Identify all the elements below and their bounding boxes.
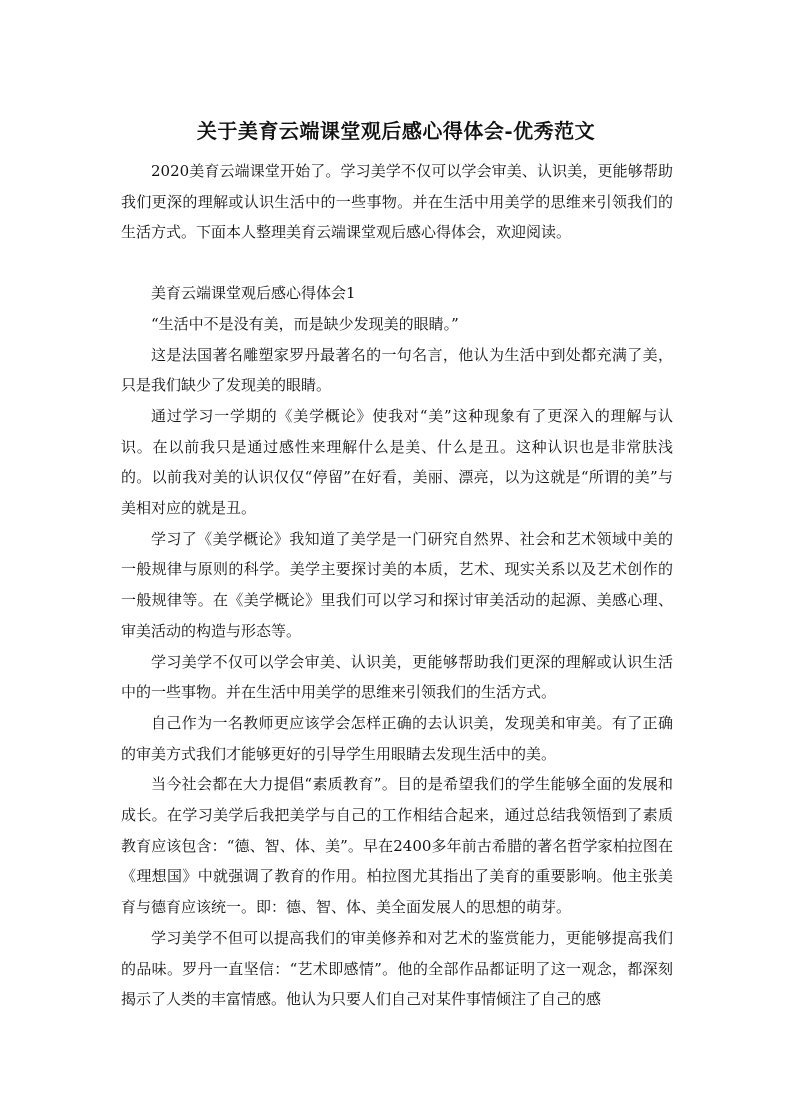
body-paragraph: 学习美学不但可以提高我们的审美修养和对艺术的鉴赏能力，更能够提高我们的品味。罗丹一直坚信：“艺术即感情”。他的全部作品都证明了这一观念，都深刻揭示了人类的丰富情感。他认为只要人们自己对某件事情倾注了自己的感	[121, 928, 673, 1009]
body-paragraph: 这是法国著名雕塑家罗丹最著名的一句名言，他认为生活中到处都充满了美，只是我们缺少了发现美的眼睛。	[121, 345, 673, 395]
intro-paragraph: 2020美育云端课堂开始了。学习美学不仅可以学会审美、认识美，更能够帮助我们更深的理解或认识生活中的一些事物。并在生活中用美学的思维来引领我们的生活方式。下面本人整理美育云端课堂观后感心得体会，欢迎阅读。	[121, 162, 673, 242]
document-body	[121, 156, 673, 1015]
body-paragraph: 自己作为一名教师更应该学会怎样正确的去认识美，发现美和审美。有了正确的审美方式我们才能够更好的引导学生用眼睛去发现生活中的美。	[121, 713, 673, 763]
body-paragraph: 当今社会都在大力提倡“素质教育”。目的是希望我们的学生能够全面的发展和成长。在学习美学后我把美学与自己的工作相结合起来，通过总结我领悟到了素质教育应该包含：“德、智、体、美”。早在2400多年前古希腊的著名哲学家柏拉图在《理想国》中就强调了教育的作用。柏拉图尤其指出了美育的重要影响。他主张美育与德育应该统一。即：德、智、体、美全面发展人的思想的萌芽。	[121, 775, 673, 917]
body-paragraph: 通过学习一学期的《美学概论》使我对“美”这种现象有了更深入的理解与认识。在以前我只是通过感性来理解什么是美、什么是丑。这种认识也是非常肤浅的。以前我对美的认识仅仅“停留”在好看，美丽、漂亮，以为这就是“所谓的美”与美相对应的就是丑。	[121, 406, 673, 518]
document-title: 关于美育云端课堂观后感心得体会-优秀范文	[196, 119, 596, 143]
body-paragraph: 学习了《美学概论》我知道了美学是一门研究自然界、社会和艺术领域中美的一般规律与原则的科学。美学主要探讨美的本质，艺术、现实关系以及艺术创作的一般规律等。在《美学概论》里我们可以学习和探讨审美活动的起源、美感心理、审美活动的构造与形态等。	[121, 529, 673, 640]
body-paragraph: 学习美学不仅可以学会审美、认识美，更能够帮助我们更深的理解或认识生活中的一些事物。并在生活中用美学的思维来引领我们的生活方式。	[121, 652, 673, 702]
section-heading: 美育云端课堂观后感心得体会1	[151, 284, 356, 303]
body-paragraph: “生活中不是没有美，而是缺少发现美的眼睛。”	[151, 314, 459, 333]
